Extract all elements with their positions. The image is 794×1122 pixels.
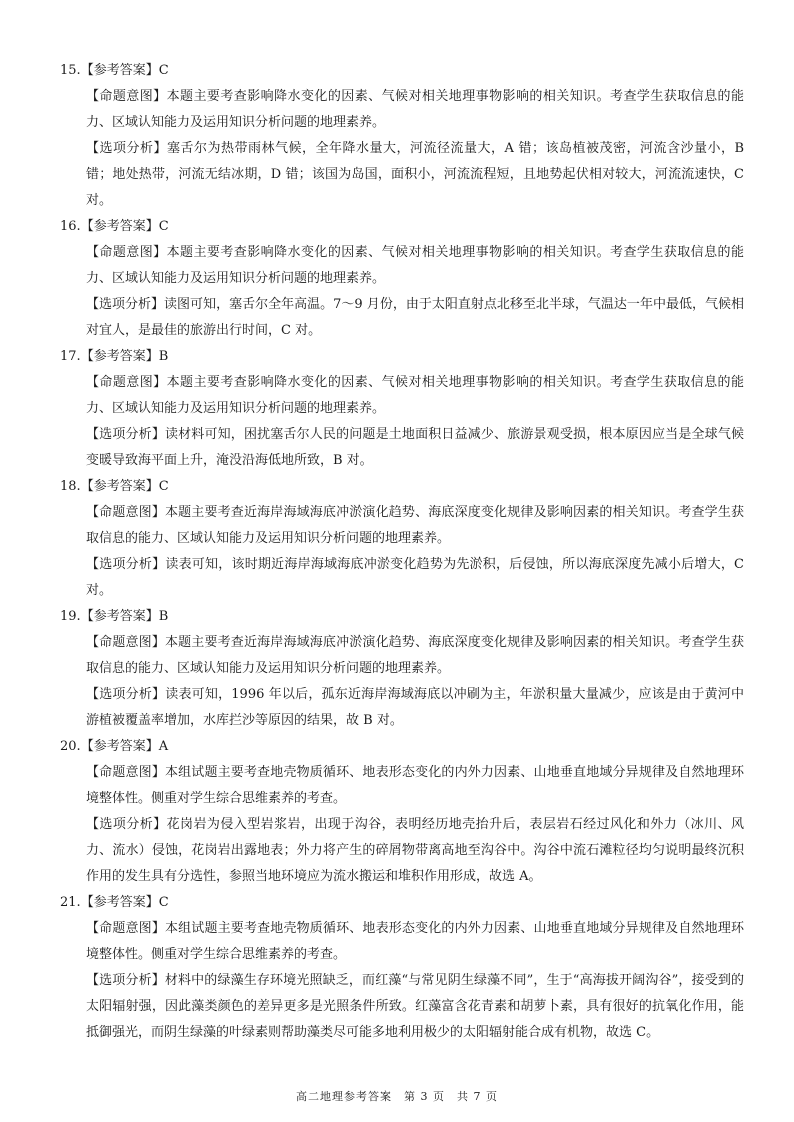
reference-answer: 【参考答案】A — [80, 739, 169, 754]
question-number: 19. — [60, 609, 81, 624]
intent-paragraph: 【命题意图】本题主要考查影响降水变化的因素、气候对相关地理事物影响的相关知识。考查学生获取信息的能力、区域认知能力及运用知识分析问题的地理素养。 — [86, 89, 744, 130]
question-18 — [60, 474, 744, 604]
intent-paragraph: 【命题意图】本题主要考查近海岸海域海底冲淤演化趋势、海底深度变化规律及影响因素的相关知识。考查学生获取信息的能力、区域认知能力及运用知识分析问题的地理素养。 — [86, 505, 744, 546]
answer-line — [60, 604, 744, 630]
answer-list — [60, 58, 744, 1046]
page-footer: 高二地理参考答案 第 3 页 共 7 页 — [296, 1090, 498, 1103]
reference-answer: 【参考答案】C — [80, 895, 169, 910]
question-number: 20. — [60, 739, 81, 754]
analysis-paragraph: 【选项分析】塞舌尔为热带雨林气候，全年降水量大，河流径流量大，A 错；该岛植被茂密，河流含沙量小，B 错；地处热带，河流无结冰期，D 错；该国为岛国，面积小，河流流程短，且地势起伏相对较大，河流流速快，C 对。 — [86, 141, 744, 208]
answer-line — [60, 890, 744, 916]
question-number: 16. — [60, 219, 81, 234]
question-19 — [60, 604, 744, 734]
answer-line — [60, 58, 744, 84]
question-20 — [60, 734, 744, 890]
reference-answer: 【参考答案】C — [80, 63, 169, 78]
question-17 — [60, 344, 744, 474]
reference-answer: 【参考答案】C — [80, 219, 169, 234]
question-number: 15. — [60, 63, 81, 78]
analysis-paragraph: 【选项分析】读材料可知，困扰塞舌尔人民的问题是土地面积日益减少、旅游景观受损，根本原因应当是全球气候变暖导致海平面上升，淹没沿海低地所致，B 对。 — [86, 427, 744, 468]
intent-paragraph: 【命题意图】本题主要考查影响降水变化的因素、气候对相关地理事物影响的相关知识。考查学生获取信息的能力、区域认知能力及运用知识分析问题的地理素养。 — [86, 245, 744, 286]
analysis-paragraph: 【选项分析】读表可知，1996 年以后，孤东近海岸海域海底以冲刷为主，年淤积量大量减少，应该是由于黄河中游植被覆盖率增加，水库拦沙等原因的结果，故 B 对。 — [86, 687, 744, 728]
answer-line — [60, 474, 744, 500]
question-16 — [60, 214, 744, 344]
answer-line — [60, 734, 744, 760]
analysis-paragraph: 【选项分析】材料中的绿藻生存环境光照缺乏，而红藻“与常见阴生绿藻不同”，生于“高海拔开阔沟谷”，接受到的太阳辐射强，因此藻类颜色的差异更多是光照条件所致。红藻富含花青素和胡萝卜素，具有很好的抗氧化作用，能抵御强光，而阴生绿藻的叶绿素则帮助藻类尽可能多地利用极少的太阳辐射能合成有机物，故选 C。 — [86, 973, 744, 1040]
analysis-paragraph: 【选项分析】读图可知，塞舌尔全年高温。7～9 月份，由于太阳直射点北移至北半球，气温达一年中最低，气候相对宜人，是最佳的旅游出行时间，C 对。 — [86, 297, 744, 338]
reference-answer: 【参考答案】C — [80, 479, 169, 494]
intent-paragraph: 【命题意图】本题主要考查影响降水变化的因素、气候对相关地理事物影响的相关知识。考查学生获取信息的能力、区域认知能力及运用知识分析问题的地理素养。 — [86, 375, 744, 416]
answer-line — [60, 214, 744, 240]
analysis-paragraph: 【选项分析】读表可知，该时期近海岸海域海底冲淤变化趋势为先淤积，后侵蚀，所以海底深度先减小后增大，C 对。 — [86, 557, 744, 598]
reference-answer: 【参考答案】B — [80, 609, 169, 624]
question-number: 17. — [60, 349, 81, 364]
intent-paragraph: 【命题意图】本组试题主要考查地壳物质循环、地表形态变化的内外力因素、山地垂直地域分异规律及自然地理环境整体性。侧重对学生综合思维素养的考查。 — [86, 765, 744, 806]
analysis-paragraph: 【选项分析】花岗岩为侵入型岩浆岩，出现于沟谷，表明经历地壳抬升后，表层岩石经过风化和外力（冰川、风力、流水）侵蚀，花岗岩出露地表；外力将产生的碎屑物带离高地至沟谷中。沟谷中流石滩粒径均匀说明最终沉积作用的发生具有分选性，参照当地环境应为流水搬运和堆积作用形成，故选 A。 — [86, 817, 744, 884]
question-number: 18. — [60, 479, 81, 494]
reference-answer: 【参考答案】B — [80, 349, 169, 364]
answer-line — [60, 344, 744, 370]
question-15 — [60, 58, 744, 214]
intent-paragraph: 【命题意图】本题主要考查近海岸海域海底冲淤演化趋势、海底深度变化规律及影响因素的相关知识。考查学生获取信息的能力、区域认知能力及运用知识分析问题的地理素养。 — [86, 635, 744, 676]
question-21 — [60, 890, 744, 1046]
question-number: 21. — [60, 895, 81, 910]
intent-paragraph: 【命题意图】本组试题主要考查地壳物质循环、地表形态变化的内外力因素、山地垂直地域分异规律及自然地理环境整体性。侧重对学生综合思维素养的考查。 — [86, 921, 744, 962]
